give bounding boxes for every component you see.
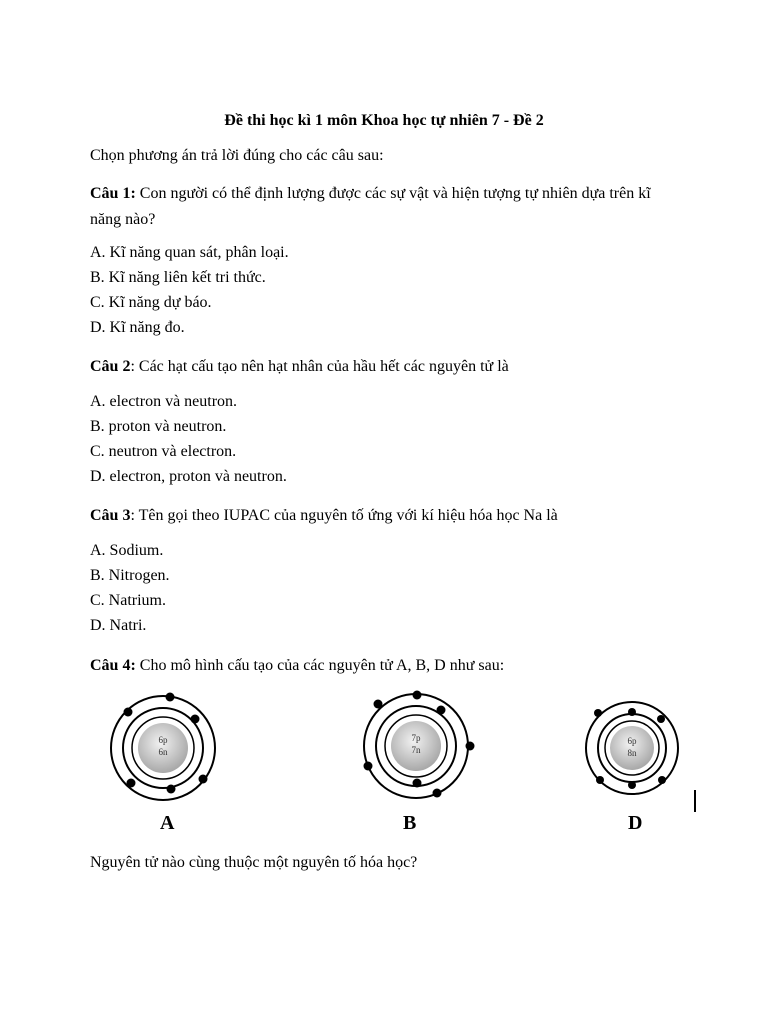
question-2-option-b: B. proton và neutron.	[90, 418, 227, 435]
atom-b-protons: 7p	[411, 733, 421, 743]
question-2-label: Câu 2	[90, 358, 131, 375]
question-2-text: : Các hạt cấu tạo nên hạt nhân của hầu hết các nguyên tử là	[130, 358, 509, 375]
electron	[628, 781, 636, 789]
question-1-option-d: D. Kĩ năng đo.	[90, 319, 185, 336]
atom-d-neutrons: 8n	[627, 748, 637, 758]
question-3-text: : Tên gọi theo IUPAC của nguyên tố ứng với kí hiệu hóa học Na là	[130, 507, 558, 524]
electron	[191, 715, 200, 724]
question-3-option-b: B. Nitrogen.	[90, 567, 170, 584]
atom-a-protons: 6p	[158, 735, 168, 745]
question-3-label: Câu 3	[90, 507, 131, 524]
atom-d-diagram	[580, 700, 686, 804]
atom-d-protons: 6p	[627, 736, 637, 746]
atom-b-label: B	[403, 812, 417, 834]
atom-a-label: A	[160, 812, 175, 834]
question-4-text: Cho mô hình cấu tạo của các nguyên tử A, B, D như sau:	[135, 657, 505, 674]
question-2-option-d: D. electron, proton và neutron.	[90, 468, 287, 485]
question-1-option-a: A. Kĩ năng quan sát, phân loại.	[90, 244, 289, 261]
question-3	[90, 506, 558, 526]
electron	[166, 693, 175, 702]
question-1-option-c: C. Kĩ năng dự báo.	[90, 294, 212, 311]
electron	[658, 776, 666, 784]
question-1-text: Con người có thể định lượng được các sự vật và hiện tượng tự nhiên dựa trên kĩ năng nào?	[90, 185, 651, 228]
question-2-option-c: C. neutron và electron.	[90, 443, 237, 460]
atom-b-diagram	[357, 688, 479, 806]
question-4-followup: Nguyên tử nào cùng thuộc một nguyên tố hóa học?	[90, 854, 418, 871]
atom-a-diagram	[103, 692, 225, 810]
electron	[466, 742, 475, 751]
question-3-option-c: C. Natrium.	[90, 592, 166, 609]
question-1	[90, 181, 670, 233]
electron	[374, 700, 383, 709]
atom-b-neutrons: 7n	[411, 745, 421, 755]
electron	[437, 706, 446, 715]
question-3-option-d: D. Natri.	[90, 617, 147, 634]
electron	[413, 779, 422, 788]
electron	[364, 762, 373, 771]
electron	[433, 789, 442, 798]
question-1-label: Câu 1:	[90, 185, 136, 202]
electron	[413, 691, 422, 700]
question-2-option-a: A. electron và neutron.	[90, 393, 238, 410]
instruction-text: Chọn phương án trả lời đúng cho các câu sau:	[90, 147, 384, 164]
document-title: Đề thi học kì 1 môn Khoa học tự nhiên 7 - Đề 2	[224, 112, 544, 129]
question-2	[90, 357, 509, 377]
question-3-option-a: A. Sodium.	[90, 542, 164, 559]
electron	[628, 708, 636, 716]
electron	[127, 779, 136, 788]
electron	[199, 775, 208, 784]
electron	[657, 715, 665, 723]
question-4-label: Câu 4:	[90, 657, 136, 674]
electron	[596, 776, 604, 784]
question-4	[90, 656, 504, 676]
text-cursor	[694, 790, 696, 812]
atom-d-label: D	[628, 812, 643, 834]
question-1-option-b: B. Kĩ năng liên kết tri thức.	[90, 269, 266, 286]
electron	[124, 708, 133, 717]
atom-a-neutrons: 6n	[158, 747, 168, 757]
electron	[167, 785, 176, 794]
electron	[594, 709, 602, 717]
